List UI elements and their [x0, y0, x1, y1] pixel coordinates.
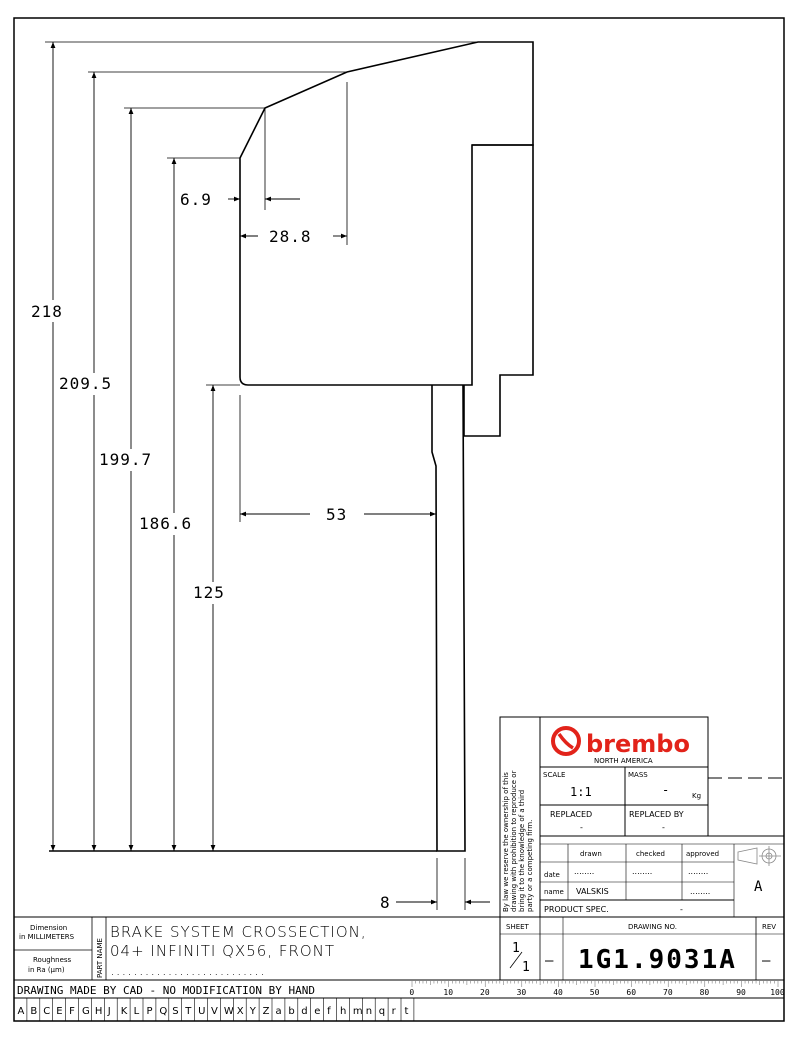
svg-text:By law we reserve the ownershi: By law we reserve the ownership of this	[502, 772, 510, 912]
grid-letter: J	[107, 1006, 111, 1017]
approved-label: approved	[686, 850, 720, 858]
grid-letter: Y	[249, 1006, 256, 1017]
sheet-border	[14, 18, 784, 1021]
drawn-date: ........	[574, 867, 595, 876]
grid-letter: A	[17, 1006, 25, 1017]
ruler-label: 100	[770, 988, 785, 997]
revision-letter: A	[754, 879, 763, 895]
part-title-line3: ...........................	[110, 961, 266, 979]
replaced-by-label: REPLACED BY	[629, 810, 684, 819]
drawing-number: 1G1.9031A	[578, 945, 737, 975]
checked-date: ........	[632, 867, 653, 876]
brand-name: brembo	[586, 730, 690, 758]
scale-value: 1:1	[570, 785, 592, 799]
part-name-label: PART NAME	[96, 938, 104, 978]
rev-label: REV	[762, 923, 777, 931]
ruler-label: 40	[553, 988, 563, 997]
grid-letter: h	[340, 1006, 347, 1017]
grid-letter: U	[198, 1006, 206, 1017]
dimension-labels	[30, 190, 391, 912]
grid-letter: a	[275, 1006, 282, 1017]
grid-letter: b	[288, 1006, 295, 1017]
dimension-label-1: Dimension	[30, 924, 68, 932]
dim-209-5: 209.5	[59, 374, 113, 393]
ruler-label: 90	[736, 988, 746, 997]
grid-letter: d	[301, 1006, 308, 1017]
date-label: date	[544, 871, 560, 879]
dimension-label-2: in MILLIMETERS	[19, 933, 75, 941]
product-spec-label: PRODUCT SPEC.	[544, 905, 609, 914]
grid-letter: f	[327, 1006, 331, 1017]
checked-label: checked	[636, 850, 665, 858]
grid-letter-row	[18, 998, 414, 1021]
ruler-label: 70	[663, 988, 673, 997]
ruler-label: 20	[480, 988, 490, 997]
ruler-label: 60	[626, 988, 637, 997]
brembo-logo	[553, 728, 690, 765]
legal-note	[502, 770, 534, 912]
sheet-label: SHEET	[506, 923, 529, 931]
dim-218: 218	[31, 302, 63, 321]
part-title-line2: 04+ INFINITI QX56, FRONT	[110, 942, 336, 960]
grid-letter: T	[185, 1006, 192, 1017]
grid-letter: L	[133, 1006, 140, 1017]
grid-letter: W	[223, 1006, 234, 1017]
svg-text:party or a competing firm.: party or a competing firm.	[526, 819, 534, 912]
ruler-label: 50	[589, 988, 600, 997]
grid-letter: G	[82, 1006, 90, 1017]
caliper-profile	[240, 42, 533, 385]
mass-value: -	[662, 783, 670, 797]
grid-letter: C	[43, 1006, 51, 1017]
approved-date: ........	[688, 867, 709, 876]
grid-letter: e	[314, 1006, 321, 1017]
replaced-label: REPLACED	[550, 810, 593, 819]
rotor-profile	[432, 385, 465, 851]
dim-8: 8	[380, 893, 391, 912]
part-title-line1: BRAKE SYSTEM CROSSECTION,	[110, 923, 367, 941]
grid-letter: t	[404, 1006, 409, 1017]
grid-letter: K	[120, 1006, 128, 1017]
ruler-label: 0	[409, 988, 415, 997]
grid-letter: Q	[159, 1006, 168, 1017]
grid-letter: B	[30, 1006, 38, 1017]
dim-199-7: 199.7	[99, 450, 153, 469]
name-label: name	[544, 888, 564, 896]
grid-letter: V	[211, 1006, 218, 1017]
dimension-lines	[53, 42, 490, 902]
dim-28-8: 28.8	[269, 227, 312, 246]
rev-value: —	[762, 953, 771, 969]
svg-text:bring it to the knowledge of a: bring it to the knowledge of a third	[518, 789, 526, 912]
roughness-label-1: Roughness	[33, 956, 72, 964]
replaced-value: -	[580, 823, 583, 832]
projection-symbol-icon	[738, 846, 781, 866]
sheet-den: 1	[522, 960, 530, 975]
drawing-no-label: DRAWING NO.	[628, 923, 677, 931]
roughness-label-2: in Ra (µm)	[28, 966, 65, 974]
cad-note: DRAWING MADE BY CAD - NO MODIFICATION BY HAND	[17, 984, 316, 997]
grid-letter: Z	[262, 1006, 270, 1017]
svg-text:drawing with prohibition to re: drawing with prohibition to reproduce or	[510, 770, 518, 912]
ruler-label: 30	[516, 988, 527, 997]
approved-name: ........	[690, 887, 711, 896]
ruler-label: 80	[699, 988, 710, 997]
grid-letter: E	[56, 1006, 63, 1017]
drawn-label: drawn	[580, 850, 602, 858]
grid-letter: P	[146, 1006, 153, 1017]
mass-label: MASS	[628, 771, 648, 779]
extension-lines	[45, 42, 478, 910]
grid-letter: S	[172, 1006, 179, 1017]
ruler-label: 10	[443, 988, 454, 997]
mass-unit: Kg	[692, 792, 702, 800]
grid-letter: r	[391, 1006, 396, 1017]
grid-letter: m	[352, 1006, 363, 1017]
brand-sub: NORTH AMERICA	[594, 757, 653, 765]
grid-letter: F	[69, 1006, 75, 1017]
grid-letter: n	[365, 1006, 373, 1017]
scale-ruler	[409, 981, 784, 997]
dim-53: 53	[326, 505, 348, 524]
product-spec-value: -	[680, 905, 683, 914]
grid-letter: H	[94, 1006, 103, 1017]
dim-186-6: 186.6	[139, 514, 193, 533]
scale-label: SCALE	[543, 771, 566, 779]
dim-125: 125	[193, 583, 225, 602]
grid-letter: q	[378, 1006, 386, 1017]
grid-letter: X	[236, 1006, 244, 1017]
dim-6-9: 6.9	[180, 190, 212, 209]
sheet-num: 1	[512, 941, 520, 956]
sheet-dash: —	[545, 953, 554, 969]
caliper-profile-right	[464, 145, 533, 436]
drawn-name: VALSKIS	[576, 887, 609, 896]
replaced-by-value: -	[662, 823, 665, 832]
